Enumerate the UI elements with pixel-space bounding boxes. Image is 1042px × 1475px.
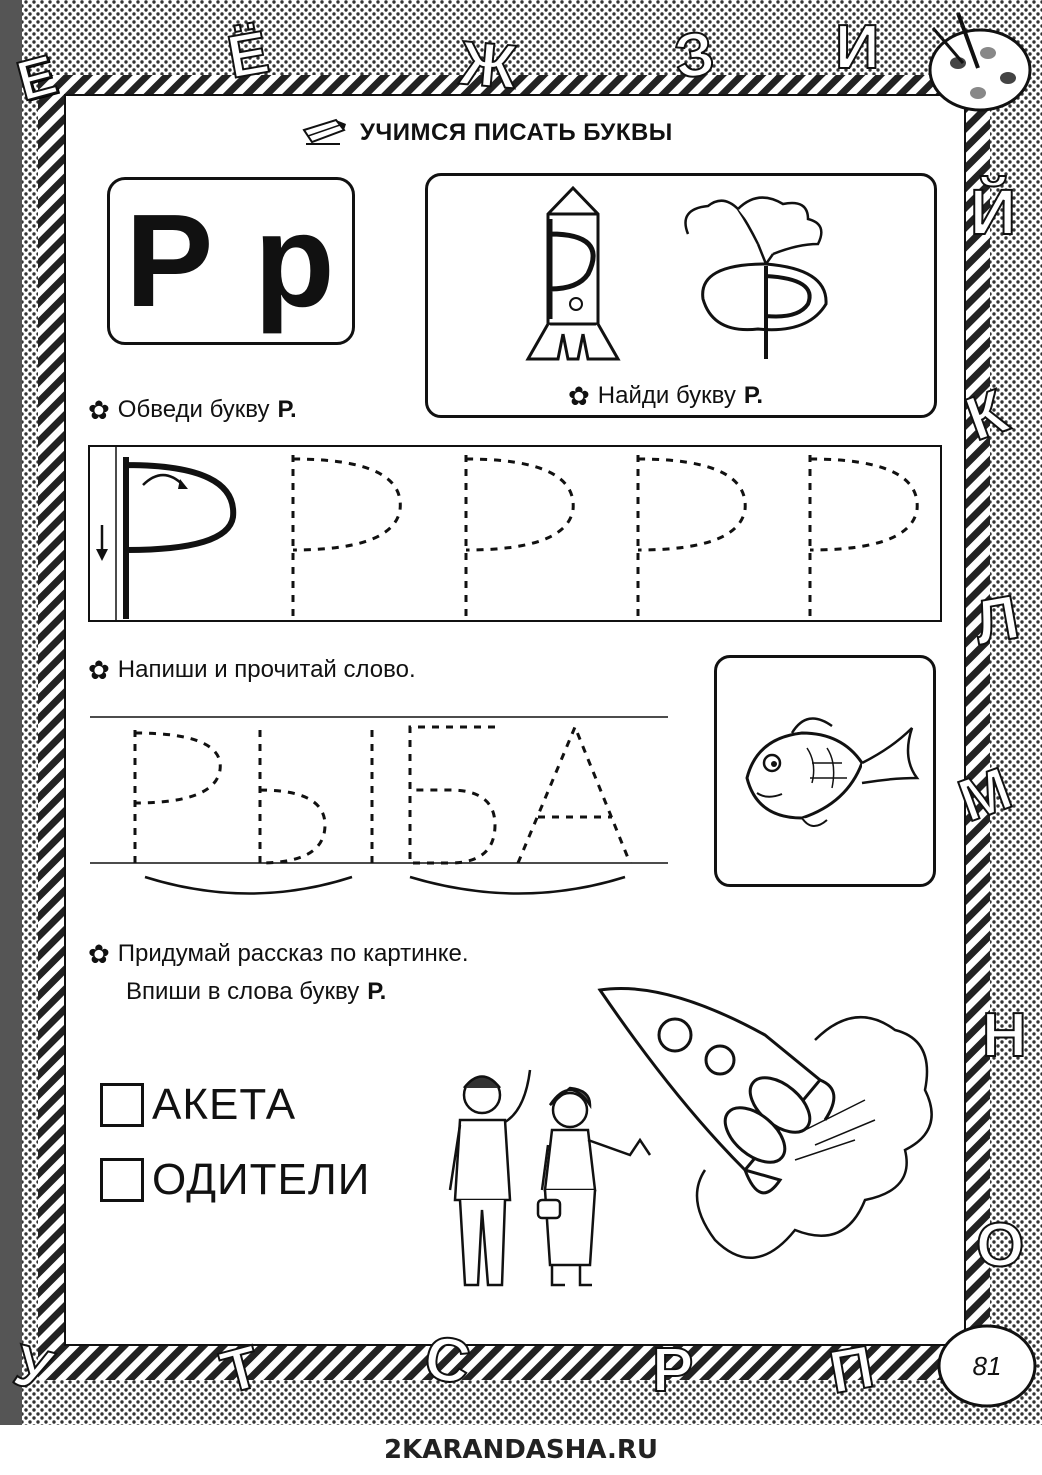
find-instruction: ✿ Найди букву Р. — [568, 381, 763, 411]
watermark: 2KARANDASHA.RU — [383, 1435, 659, 1465]
fill-word: ОДИТЕЛИ — [152, 1155, 371, 1204]
border-letter: П — [824, 1332, 879, 1407]
border-letter: Ё — [222, 18, 274, 91]
border-letter: З — [670, 18, 719, 93]
page-number: 81 — [972, 1350, 1002, 1381]
rocket-illustration — [518, 184, 628, 369]
pencil-icon — [300, 118, 348, 148]
fish-illustration — [732, 708, 922, 838]
border-letter: Т — [213, 1332, 267, 1407]
border-letter: С — [419, 1322, 476, 1399]
flower-icon: ✿ — [568, 381, 590, 411]
trace-row — [88, 445, 944, 625]
rocket-scene-illustration — [595, 980, 945, 1290]
border-letter: М — [950, 754, 1020, 835]
border-letter: Е — [10, 42, 63, 113]
border-letter: Н — [982, 1001, 1027, 1070]
letter-checkbox[interactable] — [100, 1158, 144, 1202]
word-trace — [90, 705, 670, 905]
fill-word-row — [100, 1155, 370, 1205]
flower-icon: ✿ — [88, 939, 110, 969]
fill-word: АКЕТА — [152, 1080, 297, 1129]
border-letter: К — [957, 376, 1017, 455]
page-header — [300, 113, 740, 153]
page-title: УЧИМСЯ ПИСАТЬ БУКВЫ — [360, 119, 673, 146]
flower-icon: ✿ — [88, 655, 110, 685]
dotted-letter-b — [410, 727, 495, 863]
letter-checkbox[interactable] — [100, 1083, 144, 1127]
border-letter: О — [976, 1211, 1025, 1280]
border-letter: У — [7, 1332, 59, 1405]
border-letter: Ж — [457, 28, 519, 103]
dotted-letter-y — [260, 730, 372, 863]
letter-card — [107, 177, 355, 345]
syllable-arc — [145, 877, 352, 894]
syllable-arc — [410, 877, 625, 894]
trace-instruction: ✿ Обведи букву Р. — [88, 395, 297, 425]
palette-icon — [918, 8, 1036, 120]
fill-word-row — [100, 1080, 296, 1130]
fish-card — [714, 655, 936, 887]
border-letter: Й — [970, 176, 1016, 248]
border-letter: Л — [969, 582, 1025, 659]
dotted-letter-a — [518, 727, 630, 863]
radish-illustration — [678, 194, 838, 364]
story-instruction: ✿ Придумай рассказ по картинке. — [88, 939, 469, 969]
write-instruction: ✿ Напиши и прочитай слово. — [88, 655, 416, 685]
find-letter-card — [425, 173, 937, 418]
border-letter: И — [835, 13, 880, 82]
dotted-letter-r — [135, 730, 220, 863]
flower-icon: ✿ — [88, 395, 110, 425]
big-letter: Р р — [125, 187, 337, 334]
story-instruction-2: Впиши в слова букву Р. — [126, 978, 387, 1005]
border-letter: Р — [652, 1336, 694, 1405]
